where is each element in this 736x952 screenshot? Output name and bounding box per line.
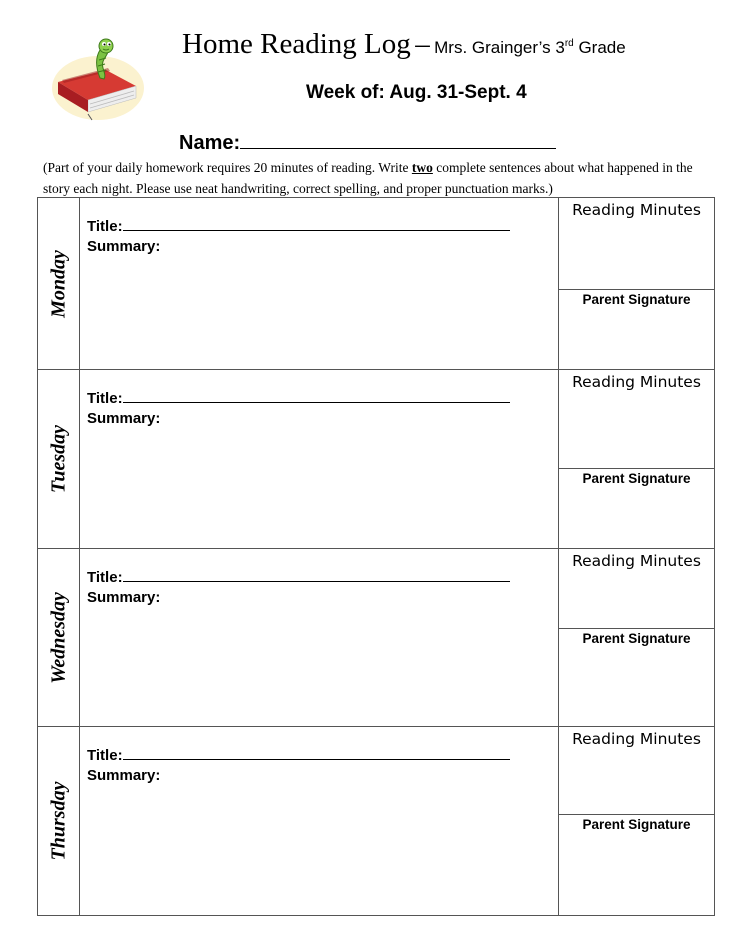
day-cell [38,198,80,370]
instructions-part1: (Part of your daily homework requires 20 minutes of reading. Write [43,160,412,175]
day-label: Monday [47,249,69,318]
reading-minutes-box: Reading Minutes [559,549,714,629]
title-label: Title: [87,747,123,764]
day-cell [38,370,80,549]
title-blank-line [123,218,510,231]
name-blank-line [240,130,556,149]
side-cell [559,198,715,370]
day-cell [38,727,80,916]
summary-cell [80,370,559,549]
day-label: Thursday [47,781,69,861]
instructions-part2: complete sentences about what happened in the story each night. Please use neat handwriting, correct spelling, and proper punctuation marks.) [43,160,693,196]
reading-log-table [37,197,715,916]
summary-label: Summary: [87,589,161,606]
day-label: Wednesday [47,591,69,684]
name-label: Name: [179,132,241,154]
side-cell [559,727,715,916]
reading-minutes-box: Reading Minutes [559,370,714,469]
page-title [182,28,626,61]
reading-minutes-box: Reading Minutes [559,198,714,290]
parent-signature-box: Parent Signature [582,471,691,486]
title-field [87,569,510,586]
side-cell [559,549,715,727]
day-cell [38,549,80,727]
title-blank-line [123,390,510,403]
title-field [87,747,510,764]
summary-label: Summary: [87,767,161,784]
summary-cell [80,549,559,727]
summary-cell [80,727,559,916]
title-label: Title: [87,218,123,235]
side-cell [559,370,715,549]
parent-signature-box: Parent Signature [582,631,691,646]
grade-superscript: rd [564,38,574,49]
day-row-monday [38,198,715,370]
name-field [179,130,556,155]
day-row-thursday [38,727,715,916]
instructions-emphasis: two [411,160,433,175]
summary-label: Summary: [87,410,161,427]
book-worm-logo-icon [48,28,144,124]
teacher-text: Mrs. Grainger’s 3 [434,38,565,57]
title-label: Title: [87,569,123,586]
summary-label: Summary: [87,238,161,255]
summary-cell [80,198,559,370]
day-row-wednesday [38,549,715,727]
parent-signature-box: Parent Signature [582,292,691,307]
title-blank-line [123,747,510,760]
day-row-tuesday [38,370,715,549]
title-text: Home Reading Log [182,28,411,60]
parent-signature-box: Parent Signature [582,817,691,832]
grade-text: Grade [573,38,626,57]
day-label: Tuesday [47,424,69,494]
week-of-label: Week of: Aug. 31-Sept. 4 [306,82,527,103]
instructions-text [43,157,703,199]
title-dash: – [415,28,430,60]
title-field [87,218,510,235]
title-blank-line [123,569,510,582]
title-label: Title: [87,390,123,407]
reading-minutes-box: Reading Minutes [559,727,714,815]
title-field [87,390,510,407]
